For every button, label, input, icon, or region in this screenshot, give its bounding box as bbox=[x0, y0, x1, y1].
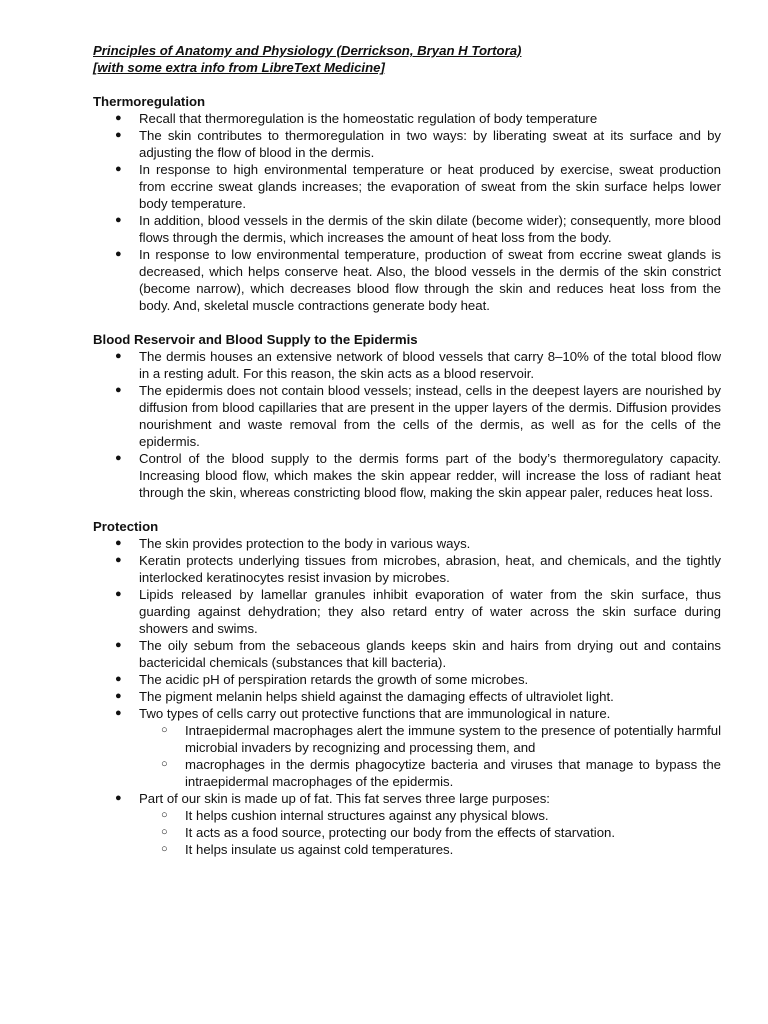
bullet-list bbox=[93, 110, 721, 314]
bullet-icon: ● bbox=[115, 112, 122, 124]
hollow-bullet-icon: ○ bbox=[161, 724, 168, 736]
bullet-icon: ● bbox=[115, 452, 122, 464]
list-item bbox=[93, 127, 721, 161]
list-item bbox=[93, 212, 721, 246]
list-item-text: The acidic pH of perspiration retards the growth of some microbes. bbox=[139, 672, 529, 687]
sub-list-item bbox=[139, 756, 721, 790]
list-item-text: In response to low environmental temperature, production of sweat from eccrine sweat glands is decreased, which helps conserve heat. Also, the blood vessels in the dermis of the skin constrict (become narrow), which decreases blood flow through the skin and reduces heat loss from the body. And, skeletal muscle contractions generate body heat. bbox=[139, 247, 721, 313]
bullet-icon: ● bbox=[115, 248, 122, 260]
hollow-bullet-icon: ○ bbox=[161, 809, 168, 821]
document-page bbox=[93, 42, 721, 858]
bullet-icon: ● bbox=[115, 588, 122, 600]
bullet-icon: ● bbox=[115, 554, 122, 566]
bullet-icon: ● bbox=[115, 673, 122, 685]
list-item bbox=[93, 348, 721, 382]
bullet-icon: ● bbox=[115, 384, 122, 396]
list-item-text: In response to high environmental temperature or heat produced by exercise, sweat production from eccrine sweat glands increases; the evaporation of sweat from the skin surface helps lower body temperature. bbox=[139, 162, 721, 211]
list-item-text: Lipids released by lamellar granules inhibit evaporation of water from the skin surface, thus guarding against dehydration; they also retard entry of water across the skin surface during showers and swims. bbox=[139, 587, 721, 636]
sub-list-item-text: Intraepidermal macrophages alert the immune system to the presence of potentially harmful microbial invaders by recognizing and processing them, and bbox=[185, 723, 721, 755]
list-item-text: Keratin protects underlying tissues from microbes, abrasion, heat, and chemicals, and the tightly interlocked keratinocytes resist invasion by microbes. bbox=[139, 553, 721, 585]
document-source-subtitle: [with some extra info from LibreText Medicine] bbox=[93, 60, 385, 75]
sub-bullet-list bbox=[139, 807, 721, 858]
list-item bbox=[93, 688, 721, 705]
list-item bbox=[93, 552, 721, 586]
section-heading: Protection bbox=[93, 519, 159, 534]
section-blood-reservoir bbox=[93, 331, 721, 501]
list-item-text: Recall that thermoregulation is the homeostatic regulation of body temperature bbox=[139, 111, 598, 126]
bullet-icon: ● bbox=[115, 537, 122, 549]
section-protection bbox=[93, 518, 721, 858]
list-item bbox=[93, 671, 721, 688]
sub-list-item bbox=[139, 841, 721, 858]
list-item-text: The skin contributes to thermoregulation in two ways: by liberating sweat at its surface and by adjusting the flow of blood in the dermis. bbox=[139, 128, 721, 160]
section-thermoregulation bbox=[93, 93, 721, 314]
list-item bbox=[93, 110, 721, 127]
bullet-icon: ● bbox=[115, 792, 122, 804]
list-item-text: The pigment melanin helps shield against the damaging effects of ultraviolet light. bbox=[139, 689, 614, 704]
bullet-icon: ● bbox=[115, 214, 122, 226]
list-item bbox=[93, 637, 721, 671]
list-item-text: In addition, blood vessels in the dermis of the skin dilate (become wider); consequently, more blood flows through the dermis, which increases the amount of heat loss from the body. bbox=[139, 213, 721, 245]
hollow-bullet-icon: ○ bbox=[161, 758, 168, 770]
list-item bbox=[93, 246, 721, 314]
list-item-text: The skin provides protection to the body in various ways. bbox=[139, 536, 471, 551]
sub-list-item bbox=[139, 722, 721, 756]
list-item bbox=[93, 450, 721, 501]
list-item bbox=[93, 790, 721, 858]
section-heading: Blood Reservoir and Blood Supply to the Epidermis bbox=[93, 332, 418, 347]
bullet-icon: ● bbox=[115, 350, 122, 362]
section-heading: Thermoregulation bbox=[93, 94, 206, 109]
list-item bbox=[93, 586, 721, 637]
list-item-text: Two types of cells carry out protective functions that are immunological in nature. bbox=[139, 706, 611, 721]
sub-list-item bbox=[139, 807, 721, 824]
hollow-bullet-icon: ○ bbox=[161, 843, 168, 855]
bullet-icon: ● bbox=[115, 690, 122, 702]
list-item bbox=[93, 535, 721, 552]
list-item-text: The oily sebum from the sebaceous glands keeps skin and hairs from drying out and contains bactericidal chemicals (substances that kill bacteria). bbox=[139, 638, 721, 670]
list-item-text: Part of our skin is made up of fat. This fat serves three large purposes: bbox=[139, 791, 550, 806]
list-item-text: The dermis houses an extensive network of blood vessels that carry 8–10% of the total blood flow in a resting adult. For this reason, the skin acts as a blood reservoir. bbox=[139, 349, 721, 381]
sub-list-item-text: It acts as a food source, protecting our body from the effects of starvation. bbox=[185, 825, 616, 840]
list-item-text: Control of the blood supply to the dermis forms part of the body’s thermoregulatory capacity. Increasing blood flow, which makes the skin appear redder, will increase the loss of radiant heat through the skin, whereas constricting blood flow, making the skin appear paler, reduces heat loss. bbox=[139, 451, 721, 500]
list-item bbox=[93, 382, 721, 450]
sub-bullet-list bbox=[139, 722, 721, 790]
sub-list-item bbox=[139, 824, 721, 841]
bullet-icon: ● bbox=[115, 163, 122, 175]
sub-list-item-text: It helps insulate us against cold temperatures. bbox=[185, 842, 454, 857]
bullet-list bbox=[93, 535, 721, 858]
bullet-icon: ● bbox=[115, 129, 122, 141]
hollow-bullet-icon: ○ bbox=[161, 826, 168, 838]
sub-list-item-text: It helps cushion internal structures against any physical blows. bbox=[185, 808, 549, 823]
list-item-text: The epidermis does not contain blood vessels; instead, cells in the deepest layers are nourished by diffusion from blood capillaries that are present in the upper layers of the dermis. Diffusion provides nourishment and waste removal from the cells of the dermis, as well as for the cells of the epidermis. bbox=[139, 383, 721, 449]
list-item bbox=[93, 161, 721, 212]
bullet-list bbox=[93, 348, 721, 501]
bullet-icon: ● bbox=[115, 707, 122, 719]
sub-list-item-text: macrophages in the dermis phagocytize bacteria and viruses that manage to bypass the intraepidermal macrophages of the epidermis. bbox=[185, 757, 721, 789]
list-item bbox=[93, 705, 721, 790]
bullet-icon: ● bbox=[115, 639, 122, 651]
document-source-title: Principles of Anatomy and Physiology (Derrickson, Bryan H Tortora) bbox=[93, 43, 522, 58]
